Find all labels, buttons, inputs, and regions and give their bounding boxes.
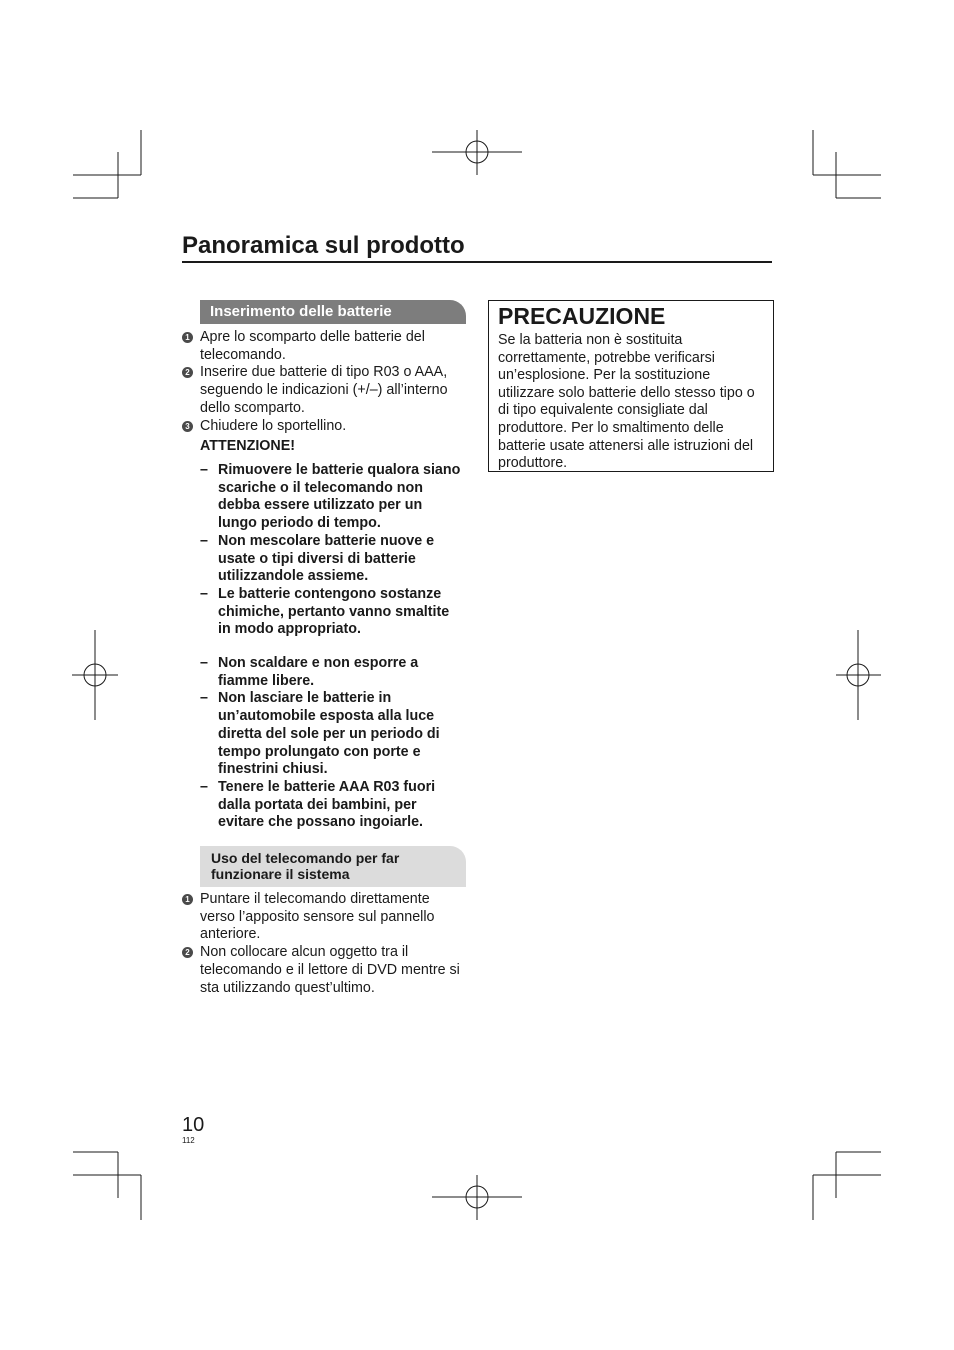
warning-text: Le batterie contengono sostanze chimiche, pertanto vanno smaltite in modo appropriato. (218, 585, 450, 638)
remote-steps-list (182, 891, 466, 997)
attention-title: ATTENZIONE! (200, 438, 296, 454)
step-text: Chiudere lo sportellino. (200, 417, 347, 434)
battery-step (182, 418, 466, 436)
section-heading-remote: Uso del telecomando per far funzionare il sistema (200, 846, 466, 887)
warning-item (200, 690, 465, 779)
step-number-badge: 1 (182, 894, 193, 905)
caution-text: Se la batteria non è sostituita correttamente, potrebbe verificarsi un’esplosione. Per la sostituzione utilizzare solo batterie dello stesso tipo o di tipo equivalente consigliate dal produttore. Per lo smaltimento delle batterie usate attenersi alle istruzioni del produttore. (498, 332, 755, 472)
warning-list-first (200, 462, 465, 639)
warning-text: Non mescolare batterie nuove e usate o tipi diversi di batterie utilizzandole assieme. (218, 532, 435, 585)
step-number-badge: 2 (182, 367, 193, 378)
warning-item (200, 533, 465, 586)
dash-bullet: – (200, 532, 208, 549)
step-number-badge: 2 (182, 947, 193, 958)
warning-list-second (200, 655, 465, 832)
remote-step (182, 891, 466, 944)
page-title: Panoramica sul prodotto (182, 232, 772, 263)
dash-bullet: – (200, 690, 208, 707)
step-number-badge: 3 (182, 421, 193, 432)
dash-bullet: – (200, 655, 208, 671)
warning-text: Rimuovere le batterie qualora siano scariche o il telecomando non debba essere utilizzato per un lungo periodo di tempo. (218, 462, 461, 532)
dash-bullet: – (200, 778, 208, 795)
warning-item (200, 462, 465, 533)
step-number-badge: 1 (182, 332, 193, 343)
warning-text: Non scaldare e non esporre a fiamme libere. (218, 655, 419, 689)
step-text: Inserire due batterie di tipo R03 o AAA, seguendo le indicazioni (+/–) all’interno dello scomparto. (200, 364, 448, 416)
battery-steps-list (182, 329, 466, 435)
battery-step (182, 329, 466, 364)
page-number: 10 (182, 1114, 205, 1136)
step-text: Non collocare alcun oggetto tra il telecomando e il lettore di DVD mentre si sta utilizzando quest’ultimo. (200, 944, 460, 996)
page-sub-number: 112 (182, 1136, 195, 1145)
caution-box (488, 300, 774, 472)
warning-item (200, 586, 465, 639)
dash-bullet: – (200, 585, 208, 602)
battery-step (182, 364, 466, 417)
warning-item (200, 655, 465, 690)
warning-item (200, 779, 465, 832)
warning-text: Tenere le batterie AAA R03 fuori dalla portata dei bambini, per evitare che possano ingoiarle. (218, 778, 436, 831)
section-heading-batteries: Inserimento delle batterie (200, 300, 466, 324)
dash-bullet: – (200, 462, 208, 478)
warning-text: Non lasciare le batterie in un’automobile esposta alla luce diretta del sole per un periodo di tempo prolungato con porte e finestrini chiusi. (218, 690, 440, 778)
caution-title: PRECAUZIONE (498, 303, 666, 329)
step-text: Puntare il telecomando direttamente verso l’apposito sensore sul pannello anteriore. (200, 891, 435, 943)
remote-step (182, 944, 466, 997)
step-text: Apre lo scomparto delle batterie del telecomando. (200, 329, 425, 363)
